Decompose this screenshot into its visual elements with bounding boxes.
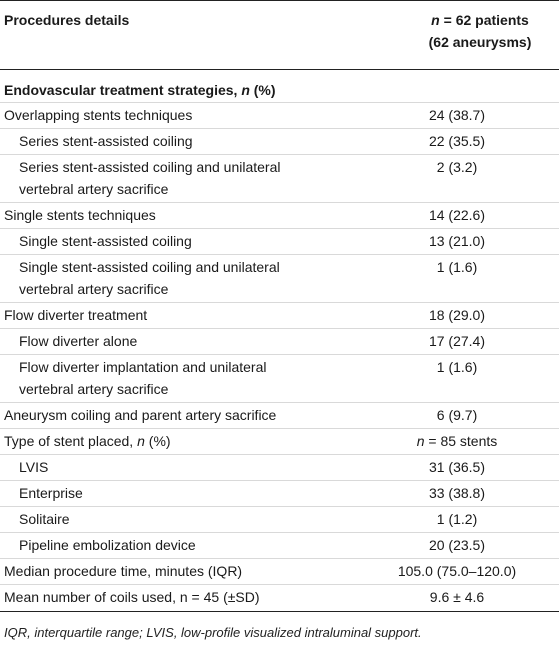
row-label: Flow diverter implantation and unilateral vertebral artery sacrifice bbox=[19, 359, 267, 397]
row-label: Enterprise bbox=[19, 485, 83, 501]
row-value: n = 85 stents bbox=[416, 433, 498, 449]
header-procedures-details: Procedures details bbox=[4, 12, 130, 28]
row-label: Flow diverter treatment bbox=[4, 307, 148, 323]
header-patients: n = 62 patients (62 aneurysms) bbox=[428, 12, 532, 50]
row-value: 1 (1.6) bbox=[436, 359, 478, 375]
row-value: 1 (1.2) bbox=[436, 511, 478, 527]
row-value: 1 (1.6) bbox=[436, 259, 478, 275]
row-value: 14 (22.6) bbox=[428, 207, 486, 223]
row-divider bbox=[0, 128, 559, 129]
row-value: 2 (3.2) bbox=[436, 159, 478, 175]
row-label: Single stent-assisted coiling and unilateral vertebral artery sacrifice bbox=[19, 259, 280, 297]
row-value: 22 (35.5) bbox=[428, 133, 486, 149]
row-value: 31 (36.5) bbox=[428, 459, 486, 475]
header-rule bbox=[0, 69, 559, 70]
row-divider bbox=[0, 328, 559, 329]
row-divider bbox=[0, 428, 559, 429]
row-value: 18 (29.0) bbox=[428, 307, 486, 323]
row-divider bbox=[0, 302, 559, 303]
row-value: 9.6 ± 4.6 bbox=[429, 589, 485, 605]
table-footnote: IQR, interquartile range; LVIS, low-profile visualized intraluminal support. bbox=[4, 625, 422, 640]
top-rule bbox=[0, 0, 559, 1]
row-label: LVIS bbox=[19, 459, 49, 475]
row-divider bbox=[0, 480, 559, 481]
row-value: 33 (38.8) bbox=[428, 485, 486, 501]
row-label: Aneurysm coiling and parent artery sacrifice bbox=[4, 407, 277, 423]
row-divider bbox=[0, 102, 559, 103]
row-divider bbox=[0, 402, 559, 403]
row-divider bbox=[0, 506, 559, 507]
row-value: 6 (9.7) bbox=[436, 407, 478, 423]
row-divider bbox=[0, 254, 559, 255]
row-label: Mean number of coils used, n = 45 (±SD) bbox=[4, 589, 260, 605]
row-divider bbox=[0, 558, 559, 559]
row-label: Flow diverter alone bbox=[19, 333, 138, 349]
row-value: 20 (23.5) bbox=[428, 537, 486, 553]
row-label: Series stent-assisted coiling and unilateral vertebral artery sacrifice bbox=[19, 159, 281, 197]
row-value: 105.0 (75.0–120.0) bbox=[397, 563, 517, 579]
row-value: 24 (38.7) bbox=[428, 107, 486, 123]
row-label: Series stent-assisted coiling bbox=[19, 133, 193, 149]
row-divider bbox=[0, 228, 559, 229]
row-label: Solitaire bbox=[19, 511, 70, 527]
row-divider bbox=[0, 532, 559, 533]
row-divider bbox=[0, 584, 559, 585]
row-label: Overlapping stents techniques bbox=[4, 107, 193, 123]
row-label: Median procedure time, minutes (IQR) bbox=[4, 563, 243, 579]
row-label: Single stent-assisted coiling bbox=[19, 233, 192, 249]
row-divider bbox=[0, 354, 559, 355]
bottom-rule bbox=[0, 611, 559, 612]
row-label: Type of stent placed, n (%) bbox=[4, 433, 171, 449]
row-divider bbox=[0, 154, 559, 155]
section-heading: Endovascular treatment strategies, n (%) bbox=[4, 82, 276, 98]
row-divider bbox=[0, 454, 559, 455]
row-label: Single stents techniques bbox=[4, 207, 156, 223]
row-label: Pipeline embolization device bbox=[19, 537, 196, 553]
row-value: 17 (27.4) bbox=[428, 333, 486, 349]
row-divider bbox=[0, 202, 559, 203]
row-value: 13 (21.0) bbox=[428, 233, 486, 249]
